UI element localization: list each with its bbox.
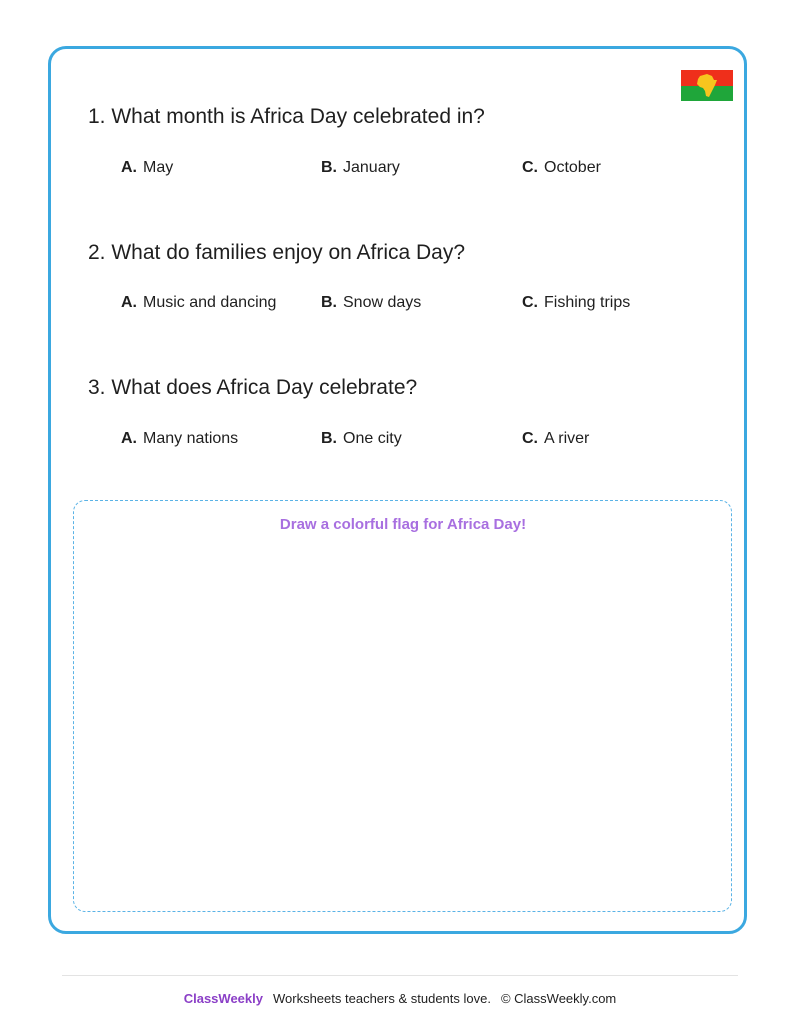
question-1-option-b[interactable] (321, 159, 400, 177)
question-1-option-c[interactable] (522, 159, 601, 177)
question-2-option-c[interactable] (522, 294, 630, 312)
question-3-option-a[interactable] (121, 430, 238, 448)
option-text: A river (544, 430, 590, 447)
option-letter: A. (121, 294, 137, 311)
option-letter: B. (321, 159, 337, 176)
question-2: 2. What do families enjoy on Africa Day? (88, 241, 466, 264)
option-letter: C. (522, 159, 538, 176)
option-letter: B. (321, 294, 337, 311)
option-text: October (544, 159, 601, 176)
drawing-prompt: Draw a colorful flag for Africa Day! (279, 516, 527, 533)
question-2-option-a[interactable] (121, 294, 276, 312)
footer (0, 991, 800, 1006)
option-text: Fishing trips (544, 294, 631, 311)
option-text: Snow days (343, 294, 422, 311)
question-3: 3. What does Africa Day celebrate? (88, 376, 418, 399)
question-3-option-b[interactable] (321, 430, 402, 448)
question-3-option-c[interactable] (522, 430, 589, 448)
option-text: Music and dancing (143, 294, 277, 311)
footer-divider (62, 975, 738, 976)
option-letter: C. (522, 294, 538, 311)
question-2-option-b[interactable] (321, 294, 421, 312)
footer-tagline: Worksheets teachers & students love. (272, 991, 491, 1006)
africa-flag-icon (681, 70, 733, 101)
option-text: January (343, 159, 400, 176)
option-text: One city (343, 430, 402, 447)
option-letter: A. (121, 430, 137, 447)
drawing-area[interactable] (73, 500, 732, 912)
option-text: May (143, 159, 174, 176)
footer-copyright: © ClassWeekly.com (500, 991, 617, 1006)
footer-brand: ClassWeekly (183, 991, 263, 1006)
option-text: Many nations (143, 430, 239, 447)
option-letter: A. (121, 159, 137, 176)
question-1: 1. What month is Africa Day celebrated in? (88, 105, 485, 128)
question-1-option-a[interactable] (121, 159, 173, 177)
option-letter: C. (522, 430, 538, 447)
option-letter: B. (321, 430, 337, 447)
